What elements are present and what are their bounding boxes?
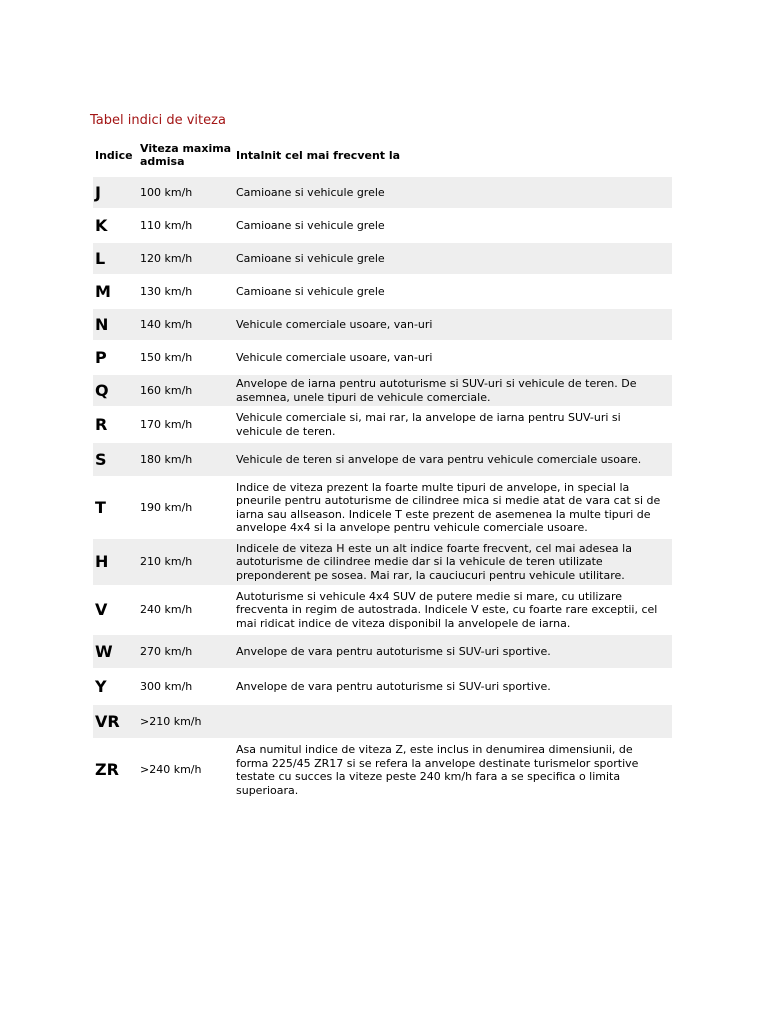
table-row xyxy=(93,539,672,585)
usage-description: Indice de viteza prezent la foarte multe tipuri de anvelope, in special la pneurile pentru autoturisme de cilindree mica si medie atat de vara cat si de iarna sau allseason. Indicele T este prezent de asemenea la multe tipuri de anvelope 4x4 si la anvelope pentru vehicule comerciale usoare. xyxy=(236,480,661,534)
column-header-index: Indice xyxy=(95,148,133,162)
usage-description: Indicele de viteza H este un alt indice foarte frecvent, cel mai adesea la autoturisme de cilindree medie dar si la vehicule de teren utilizate preponderent pe sosea. Mai rar, la cauciucuri pentru vehicule utilitare. xyxy=(234,539,672,585)
usage-description: Vehicule comerciale usoare, van-uri xyxy=(234,309,672,340)
table-row xyxy=(93,670,672,703)
usage-description: Anvelope de vara pentru autoturisme si SUV-uri sportive. xyxy=(236,679,551,693)
table-row xyxy=(93,705,672,738)
table-row xyxy=(93,443,672,476)
speed-index-code: T xyxy=(95,497,106,517)
table-row xyxy=(93,276,672,307)
speed-index-code: M xyxy=(95,281,111,301)
table-row xyxy=(93,587,672,633)
usage-description: Vehicule de teren si anvelope de vara pentru vehicule comerciale usoare. xyxy=(234,443,672,476)
speed-index-code: J xyxy=(93,177,137,208)
table-row xyxy=(93,210,672,241)
max-speed-value: 180 km/h xyxy=(137,443,234,476)
usage-description: Camioane si vehicule grele xyxy=(234,177,672,208)
table-header-row xyxy=(93,135,672,175)
speed-index-code: VR xyxy=(93,705,137,738)
max-speed-value: 300 km/h xyxy=(140,679,193,693)
table-row xyxy=(93,177,672,208)
usage-description: Vehicule comerciale usoare, van-uri xyxy=(236,350,433,364)
usage-description: Asa numitul indice de viteza Z, este inclus in denumirea dimensiunii, de forma 225/45 ZR17 si se refera la anvelope destinate turismelor sportive testate cu succes la viteze peste 240 km/h fara a se specifica o limita superioara. xyxy=(236,743,639,797)
max-speed-value: >240 km/h xyxy=(140,763,202,777)
usage-description: Anvelope de vara pentru autoturisme si SUV-uri sportive. xyxy=(234,635,672,668)
speed-index-code: V xyxy=(95,600,108,619)
usage-description: Autoturisme si vehicule 4x4 SUV de putere medie si mare, cu utilizare frecventa in regim de autostrada. Indicele V este, cu foarte rare exceptii, cel mai ridicat indice de viteza disponibil la anvelopele de iarna. xyxy=(236,589,658,630)
speed-index-code: K xyxy=(95,215,108,235)
max-speed-value: 170 km/h xyxy=(140,417,193,431)
speed-index-code: P xyxy=(95,347,107,367)
speed-index-code: R xyxy=(95,414,108,434)
page-title: Tabel indici de viteza xyxy=(90,113,226,128)
max-speed-value: 110 km/h xyxy=(140,218,193,232)
usage-description: Camioane si vehicule grele xyxy=(236,218,385,232)
speed-index-code: H xyxy=(93,539,137,585)
max-speed-value: 270 km/h xyxy=(137,635,234,668)
table-row xyxy=(93,243,672,274)
max-speed-value: 190 km/h xyxy=(140,500,193,514)
usage-description xyxy=(234,705,672,738)
max-speed-value: 210 km/h xyxy=(137,539,234,585)
speed-index-code: Q xyxy=(93,375,137,406)
speed-index-code: W xyxy=(93,635,137,668)
speed-index-code: ZR xyxy=(95,760,119,779)
max-speed-value: >210 km/h xyxy=(137,705,234,738)
table-row xyxy=(93,309,672,340)
table-row xyxy=(93,375,672,406)
max-speed-value: 150 km/h xyxy=(140,350,193,364)
usage-description: Vehicule comerciale si, mai rar, la anvelope de iarna pentru SUV-uri si vehicule de teren. xyxy=(236,411,621,438)
max-speed-value: 100 km/h xyxy=(137,177,234,208)
speed-index-table xyxy=(93,133,672,802)
table-row xyxy=(93,408,672,441)
max-speed-value: 160 km/h xyxy=(137,375,234,406)
table-row xyxy=(93,740,672,800)
column-header-usage: Intalnit cel mai frecvent la xyxy=(236,148,401,162)
max-speed-value: 120 km/h xyxy=(137,243,234,274)
table-body xyxy=(93,177,672,800)
table-row xyxy=(93,342,672,373)
usage-description: Camioane si vehicule grele xyxy=(234,243,672,274)
max-speed-value: 140 km/h xyxy=(137,309,234,340)
table-row xyxy=(93,478,672,537)
speed-index-code: Y xyxy=(95,676,107,696)
speed-index-code: N xyxy=(93,309,137,340)
max-speed-value: 240 km/h xyxy=(140,603,193,617)
speed-index-code: L xyxy=(93,243,137,274)
table-row xyxy=(93,635,672,668)
column-header-speed: Viteza maxima admisa xyxy=(140,142,232,168)
speed-index-code: S xyxy=(93,443,137,476)
usage-description: Camioane si vehicule grele xyxy=(236,284,385,298)
max-speed-value: 130 km/h xyxy=(140,284,193,298)
usage-description: Anvelope de iarna pentru autoturisme si SUV-uri si vehicule de teren. De asemnea, unele tipuri de vehicule comerciale. xyxy=(234,375,672,406)
